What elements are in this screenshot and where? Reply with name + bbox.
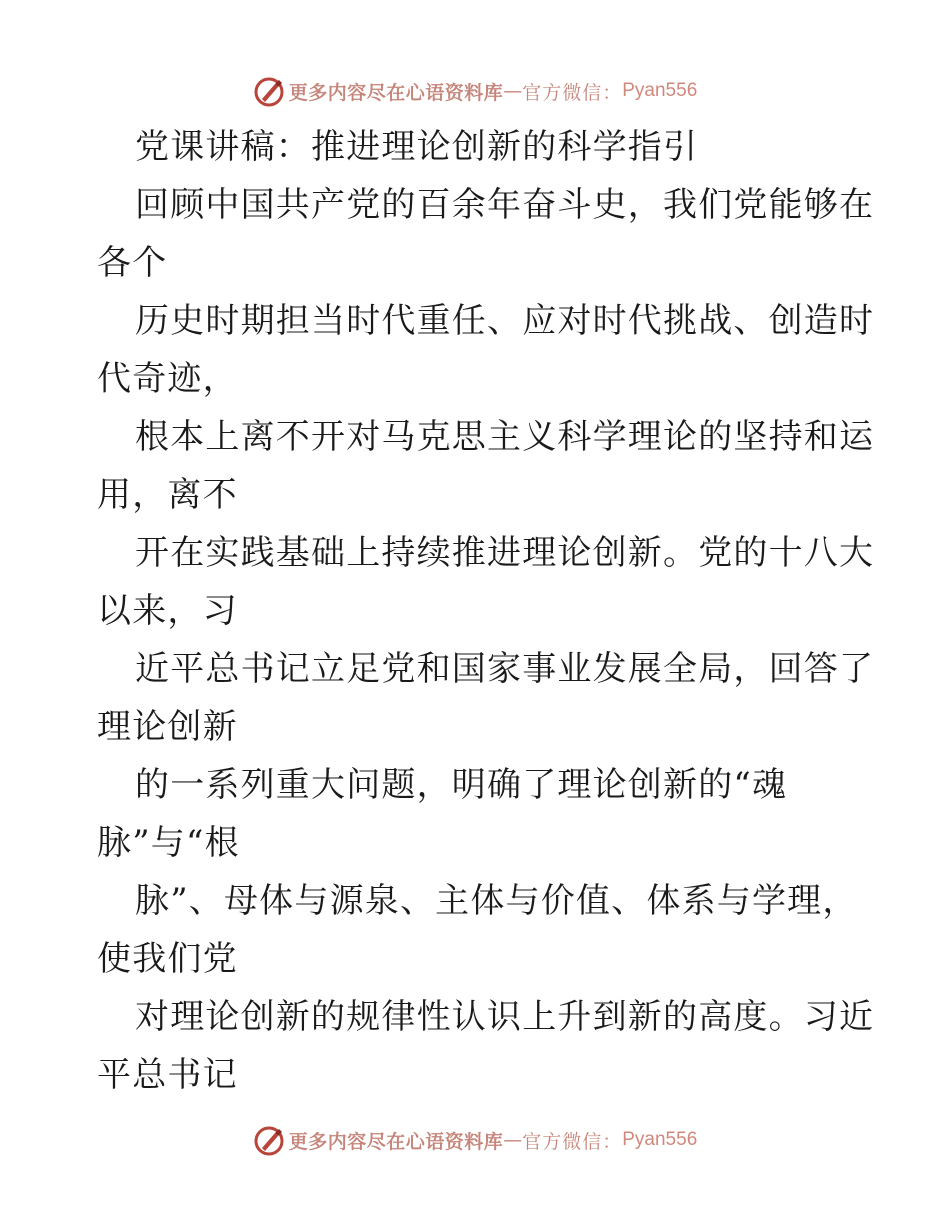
document-title: 党课讲稿：推进理论创新的科学指引 xyxy=(135,127,699,167)
header-banner-dash: — xyxy=(503,80,523,102)
text-line: 历史时期担当时代重任、应对时代挑战、创造时 xyxy=(135,301,875,341)
text-line: 用，离不 xyxy=(97,475,238,515)
text-line: 的一系列重大问题，明确了理论创新的“魂 xyxy=(135,765,788,805)
text-line: 平总书记 xyxy=(97,1055,238,1095)
text-line: 脉”、母体与源泉、主体与价值、体系与学理， xyxy=(135,881,858,921)
text-line: 使我们党 xyxy=(97,939,238,979)
header-banner-wechat-label: 官方微信： xyxy=(522,81,623,104)
text-line: 以来，习 xyxy=(97,591,238,631)
text-line: 回顾中国共产党的百余年奋斗史，我们党能够在 xyxy=(135,185,875,225)
text-line: 近平总书记立足党和国家事业发展全局，回答了 xyxy=(135,649,875,689)
header-banner-text: 更多内容尽在心语资料库 xyxy=(288,81,504,104)
footer-banner-wechat-id: Pyan556 xyxy=(622,1129,698,1150)
pen-logo-icon xyxy=(253,1124,285,1156)
header-banner xyxy=(0,71,950,111)
footer-banner xyxy=(0,1120,950,1160)
text-line: 理论创新 xyxy=(97,707,238,747)
footer-banner-wechat-label: 官方微信： xyxy=(522,1130,623,1153)
text-line: 各个 xyxy=(97,243,168,283)
header-banner-wechat-id: Pyan556 xyxy=(622,80,698,101)
text-line: 根本上离不开对马克思主义科学理论的坚持和运 xyxy=(135,417,875,457)
footer-banner-text: 更多内容尽在心语资料库 xyxy=(288,1130,504,1153)
document-body xyxy=(97,118,875,1104)
text-line: 对理论创新的规律性认识上升到新的高度。习近 xyxy=(135,997,875,1037)
text-line: 代奇迹， xyxy=(97,359,238,399)
footer-banner-dash: — xyxy=(503,1129,523,1151)
text-line: 开在实践基础上持续推进理论创新。党的十八大 xyxy=(135,533,875,573)
text-line: 脉”与“根 xyxy=(97,823,240,863)
pen-logo-icon xyxy=(253,75,285,107)
